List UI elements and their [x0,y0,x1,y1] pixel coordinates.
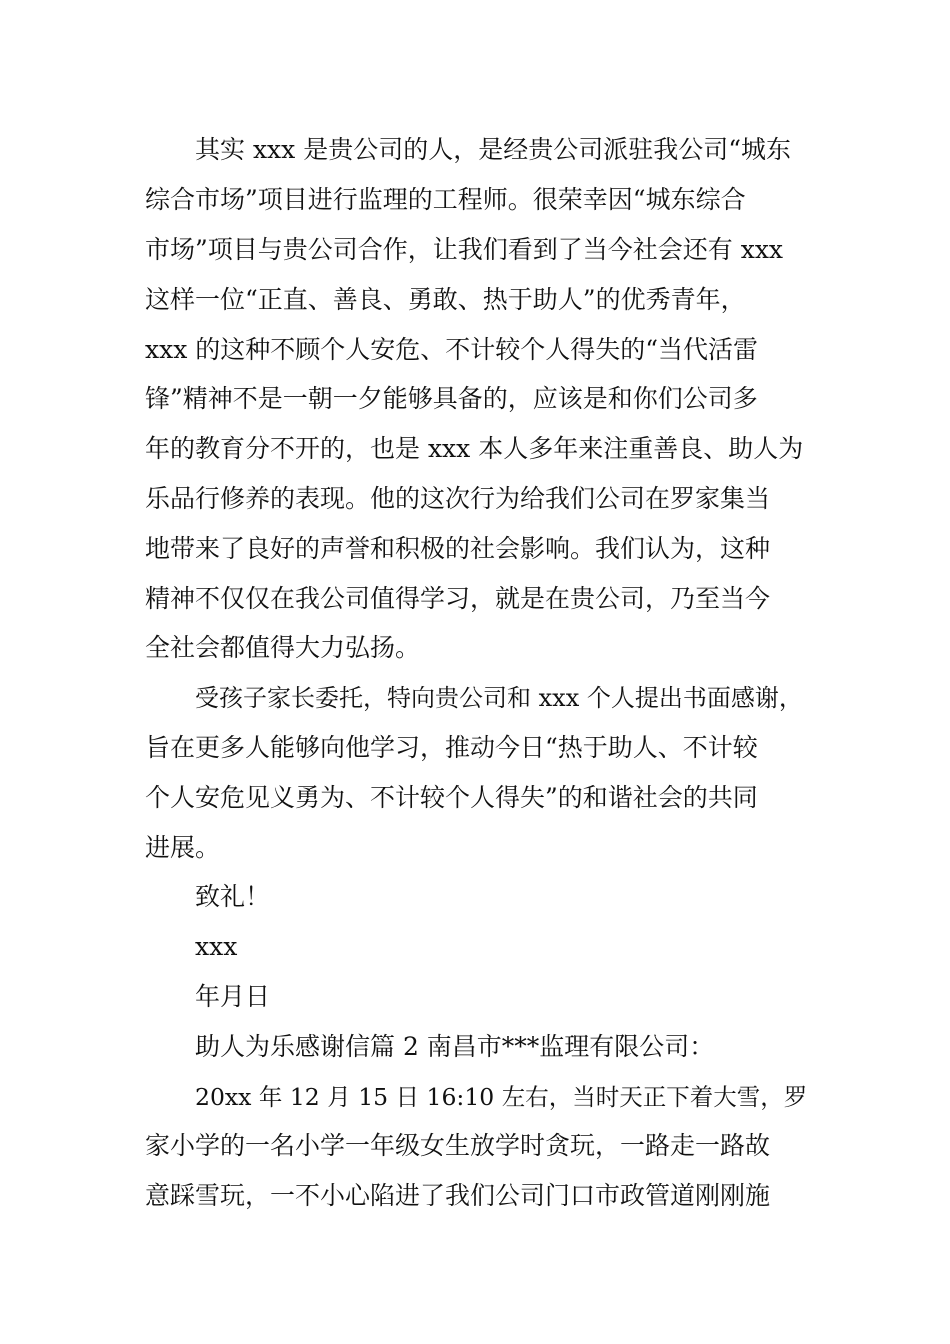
text-line: 年的教育分不开的，也是 xxx 本人多年来注重善良、助人为 [145,434,804,463]
text-line: 旨在更多人能够向他学习，推动今日“热于助人、不计较 [145,733,758,762]
text-line: xxx [195,932,238,961]
text-line: 锋”精神不是一朝一夕能够具备的，应该是和你们公司多 [145,384,758,413]
text-line: 其实 xxx 是贵公司的人，是经贵公司派驻我公司“城东 [195,135,791,164]
text-line: 助人为乐感谢信篇 2 南昌市***监理有限公司： [195,1032,715,1061]
text-line: 这样一位“正直、善良、勇敢、热于助人”的优秀青年， [145,285,746,314]
text-line: 20xx 年 12 月 15 日 16:10 左右，当时天正下着大雪，罗 [195,1083,808,1111]
text-line: 致礼！ [195,882,271,911]
text-line: 精神不仅仅在我公司值得学习，就是在贵公司，乃至当今 [145,584,771,613]
text-line: 综合市场”项目进行监理的工程师。很荣幸因“城东综合 [145,185,746,214]
text-line: 受孩子家长委托，特向贵公司和 xxx 个人提出书面感谢， [195,684,803,712]
text-line: 乐品行修养的表现。他的这次行为给我们公司在罗家集当 [145,484,771,513]
text-line: 市场”项目与贵公司合作，让我们看到了当今社会还有 xxx [145,235,784,264]
text-line: 年月日 [195,982,271,1011]
text-line: 家小学的一名小学一年级女生放学时贪玩，一路走一路故 [145,1131,771,1160]
text-line: 全社会都值得大力弘扬。 [145,633,421,662]
text-line: 意踩雪玩，一不小心陷进了我们公司门口市政管道刚刚施 [145,1181,771,1210]
text-line: 地带来了良好的声誉和积极的社会影响。我们认为，这种 [145,534,771,563]
text-line: 进展。 [145,833,221,862]
text-line: xxx 的这种不顾个人安危、不计较个人得失的“当代活雷 [145,335,759,364]
text-line: 个人安危见义勇为、不计较个人得失”的和谐社会的共同 [145,783,758,812]
